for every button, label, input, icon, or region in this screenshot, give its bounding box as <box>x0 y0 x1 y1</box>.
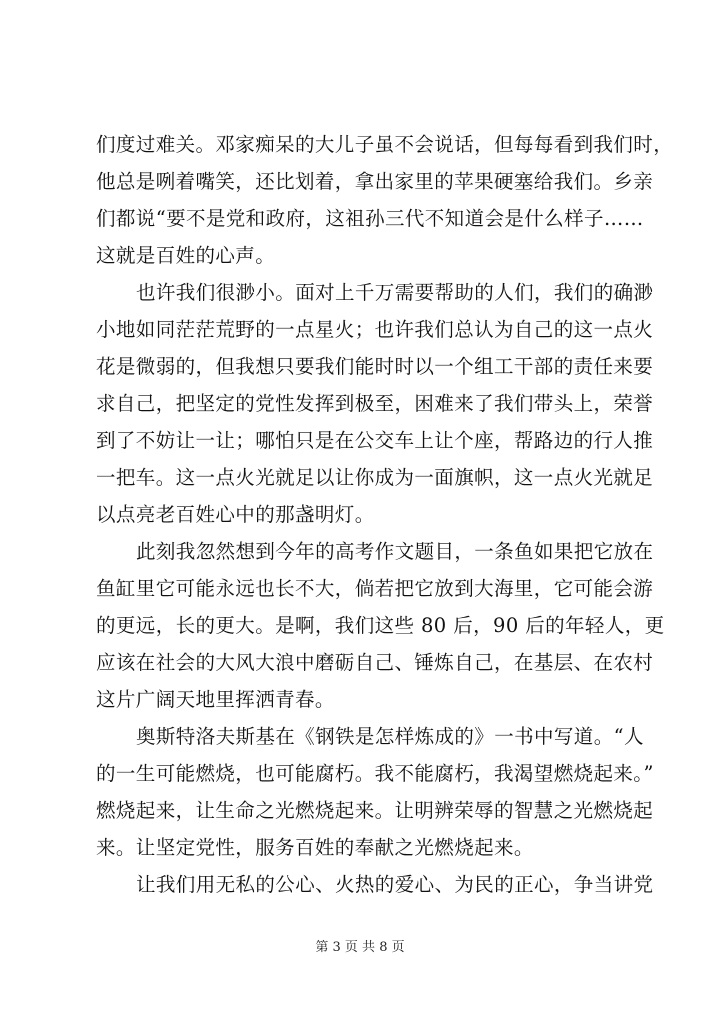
text-line: 来。让坚定党性，服务百姓的奉献之光燃烧起来。 <box>96 836 534 859</box>
paragraph-4 <box>96 718 654 866</box>
paragraph-1 <box>96 126 674 274</box>
text-line: 鱼缸里它可能永远也长不大，倘若把它放到大海里，它可能会游 <box>96 577 654 600</box>
text-line: 到了不妨让一让；哪怕只是在公交车上让个座，帮路边的行人推 <box>96 429 654 452</box>
text-line: 燃烧起来，让生命之光燃烧起来。让明辨荣辱的智慧之光燃烧起 <box>96 799 654 822</box>
paragraph-5 <box>96 866 654 903</box>
text-line: 这片广阔天地里挥洒青春。 <box>96 688 335 711</box>
text-line: 奥斯特洛夫斯基在《钢铁是怎样炼成的》一书中写道。“人 <box>136 725 644 748</box>
text-line: 他总是咧着嘴笑，还比划着，拿出家里的苹果硬塞给我们。乡亲 <box>96 170 654 193</box>
text-line: 应该在社会的大风大浪中磨砺自己、锤炼自己，在基层、在农村 <box>96 651 654 674</box>
paragraph-3 <box>96 533 665 718</box>
text-line: 的一生可能燃烧，也可能腐朽。我不能腐朽，我渴望燃烧起来。” <box>96 762 654 785</box>
text-line: 让我们用无私的公心、火热的爱心、为民的正心，争当讲党 <box>136 873 654 896</box>
text-line: 此刻我忽然想到今年的高考作文题目，一条鱼如果把它放在 <box>136 540 654 563</box>
page-footer <box>0 938 720 958</box>
text-line: 这就是百姓的心声。 <box>96 244 276 267</box>
body-text <box>96 126 674 903</box>
paragraph-2 <box>96 274 654 533</box>
text-line: 花是微弱的，但我想只要我们能时时以一个组工干部的责任来要 <box>96 355 654 378</box>
text-line: 小地如同茫茫荒野的一点星火；也许我们总认为自己的这一点火 <box>96 318 654 341</box>
page-number: 第 3 页 共 8 页 <box>315 940 405 955</box>
text-line: 也许我们很渺小。面对上千万需要帮助的人们，我们的确渺 <box>136 281 654 304</box>
text-line: 一把车。这一点火光就足以让你成为一面旗帜，这一点火光就足 <box>96 466 654 489</box>
text-line: 们都说“要不是党和政府，这祖孙三代不知道会是什么样子…… <box>96 207 644 230</box>
text-line: 们度过难关。邓家痴呆的大儿子虽不会说话，但每每看到我们时， <box>96 133 674 156</box>
text-line: 的更远，长的更大。是啊，我们这些 80 后，90 后的年轻人，更 <box>96 614 665 637</box>
text-line: 以点亮老百姓心中的那盏明灯。 <box>96 503 375 526</box>
text-line: 求自己，把坚定的党性发挥到极至，困难来了我们带头上，荣誉 <box>96 392 654 415</box>
